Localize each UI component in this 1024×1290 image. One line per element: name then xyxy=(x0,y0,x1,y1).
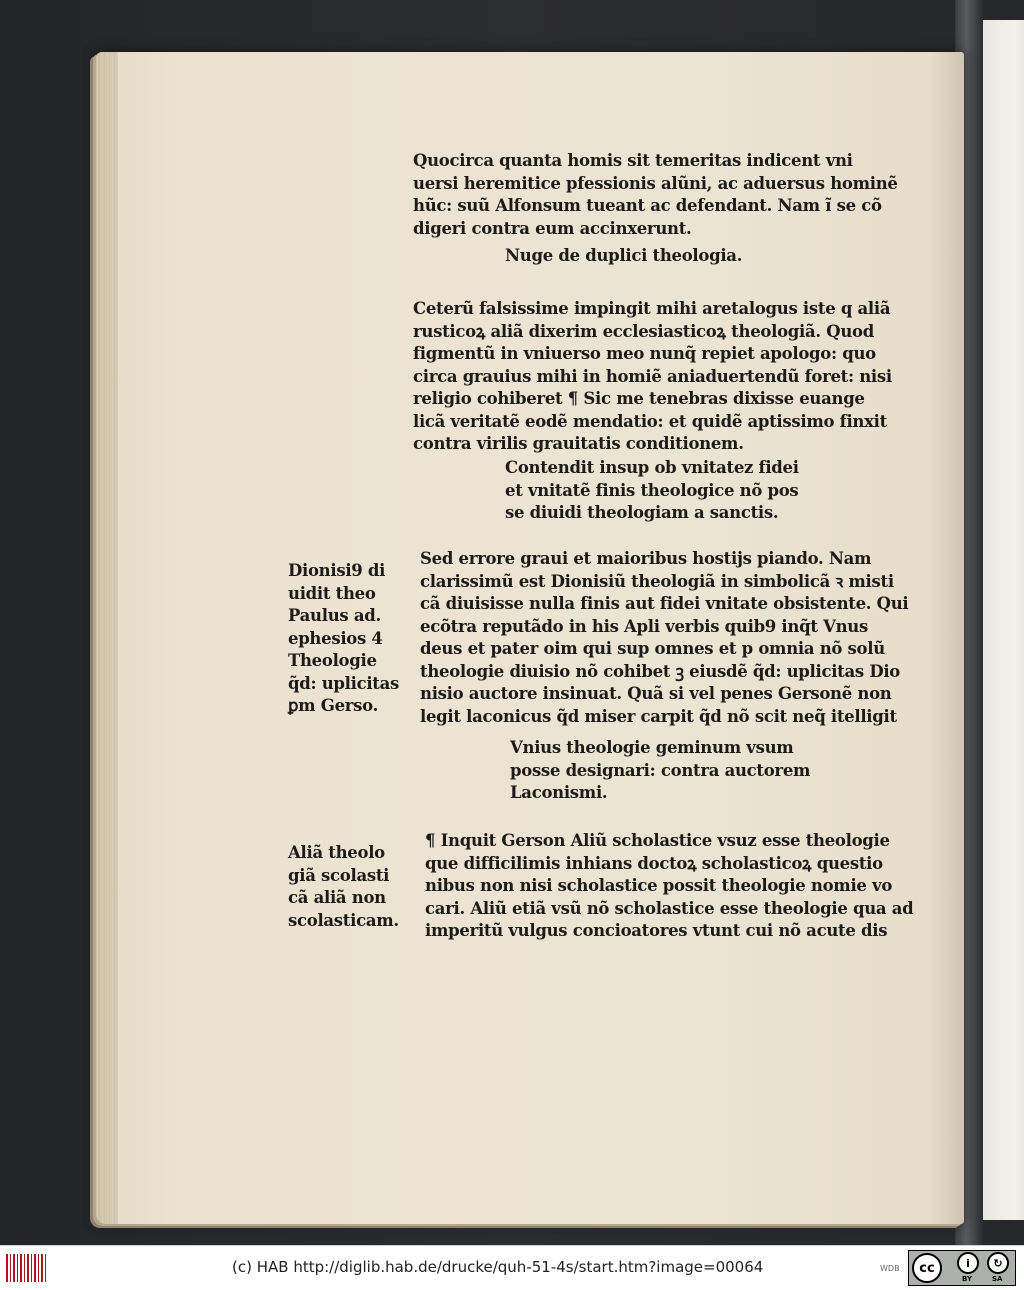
text-block-3 xyxy=(420,548,908,728)
text-line: Sed errore graui et maioribus hostijs piando. Nam xyxy=(420,549,872,568)
wdb-mark: WDB xyxy=(880,1264,900,1273)
text-line: theologie diuisio nõ cohibet ꝫ eiusdẽ q̃d: uplicitas Dio xyxy=(420,661,901,681)
text-line: circa grauius mihi in homiẽ aniaduertendũ foret: nisi xyxy=(413,366,892,386)
margin-line: uidit theo xyxy=(288,583,376,603)
text-line: nisio auctore insinuat. Quã si vel penes Gersonẽ non xyxy=(420,684,892,703)
text-block-4 xyxy=(425,830,913,943)
margin-line: Theologie xyxy=(288,651,377,670)
text-line: imperitũ vulgus concioatores vtunt cui nõ acute dis xyxy=(425,921,888,940)
heading-line: et vnitatẽ finis theologice nõ pos xyxy=(505,480,799,500)
barcode-logo-icon xyxy=(6,1254,46,1282)
margin-line: ephesios 4 xyxy=(288,628,383,648)
margin-line: cã aliã non xyxy=(288,888,386,907)
text-line: nibus non nisi scholastice possit theologie nomie vo xyxy=(425,876,893,895)
margin-line: scolasticam. xyxy=(288,910,399,930)
text-line: licã veritatẽ eodẽ mendatio: et quidẽ aptissimo finxit xyxy=(413,411,887,431)
adjacent-page-edge xyxy=(978,20,1024,1220)
copyright-credit-link[interactable]: (c) HAB http://diglib.hab.de/drucke/quh-51-4s/start.htm?image=00064 xyxy=(232,1258,764,1276)
margin-line: q̃d: uplicitas xyxy=(288,673,399,693)
text-line: cã diuisisse nulla finis aut fidei vnitate obsistente. Qui xyxy=(420,594,909,613)
by-label: BY xyxy=(962,1275,973,1283)
text-line: cari. Aliũ etiã vsũ nõ scholastice esse theologie qua ad xyxy=(425,898,914,918)
text-line: digeri contra eum accinxerunt. xyxy=(413,218,692,238)
section-heading-3 xyxy=(510,737,810,805)
text-block-1 xyxy=(413,150,898,240)
sa-label: SA xyxy=(992,1275,1003,1283)
sa-glyph: ↻ xyxy=(993,1256,1003,1270)
text-block-2 xyxy=(413,298,892,456)
text-line: clarissimũ est Dionisiũ theologiã in simbolicã ꝛ misti xyxy=(420,571,894,591)
text-line: legit laconicus q̃d miser carpit q̃d nõ scit neq̃ itelligit xyxy=(420,706,897,726)
margin-line: giã scolasti xyxy=(288,865,390,885)
margin-line: ꝑm Gerso. xyxy=(288,696,379,715)
text-line: Ceterũ falsissime impingit mihi aretalogus iste q aliã xyxy=(413,299,891,318)
by-attribution-icon xyxy=(957,1252,979,1274)
cc-text: cc xyxy=(919,1260,935,1276)
share-alike-icon xyxy=(987,1252,1009,1274)
text-line: que difficilimis inhians doctoꝝ scholasticoꝝ questio xyxy=(425,853,883,873)
section-heading-1 xyxy=(505,245,742,268)
heading-line: Laconismi. xyxy=(510,783,608,802)
margin-note-1 xyxy=(288,560,399,718)
heading-line: posse designari: contra auctorem xyxy=(510,760,811,780)
cc-license-badge[interactable] xyxy=(908,1250,1016,1286)
page-stack-edge xyxy=(96,52,118,1224)
section-heading-2 xyxy=(505,457,799,525)
text-line: deus et pater oim qui sup omnes et p omnia nõ solũ xyxy=(420,639,885,658)
text-line: figmentũ in vniuerso meo nunq̃ repiet apologo: quo xyxy=(413,344,876,363)
margin-line: Paulus ad. xyxy=(288,606,381,625)
text-line: ecõtra reputãdo in his Apli verbis quib9 inq̃t Vnus xyxy=(420,616,868,636)
text-line: Quocirca quanta homis sit temeritas indicent vni xyxy=(413,151,853,170)
heading-line: Contendit insup ob vnitatez fidei xyxy=(505,458,799,477)
footer-bar xyxy=(0,1245,1024,1290)
text-line: contra virilis grauitatis conditionem. xyxy=(413,434,744,453)
margin-line: Dionisi9 di xyxy=(288,561,386,580)
text-line: religio cohiberet ¶ Sic me tenebras dixisse euange xyxy=(413,389,865,408)
text-line: hũc: suũ Alfonsum tueant ac defendant. Nam ĩ se cõ xyxy=(413,196,882,215)
heading-line: se diuidi theologiam a sanctis. xyxy=(505,503,779,522)
cc-icon xyxy=(912,1253,942,1283)
text-line: rusticoꝝ aliã dixerim ecclesiasticoꝝ theologiã. Quod xyxy=(413,321,874,341)
heading-line: Nuge de duplici theologia. xyxy=(505,246,743,265)
heading-line: Vnius theologie geminum vsum xyxy=(510,738,794,757)
text-line: ¶ Inquit Gerson Aliũ scholastice vsuz esse theologie xyxy=(425,831,890,850)
by-glyph: i xyxy=(966,1256,970,1270)
text-line: uersi heremitice pfessionis alũni, ac aduersus hominẽ xyxy=(413,173,898,193)
margin-line: Aliã theolo xyxy=(288,843,385,862)
margin-note-2 xyxy=(288,842,399,932)
